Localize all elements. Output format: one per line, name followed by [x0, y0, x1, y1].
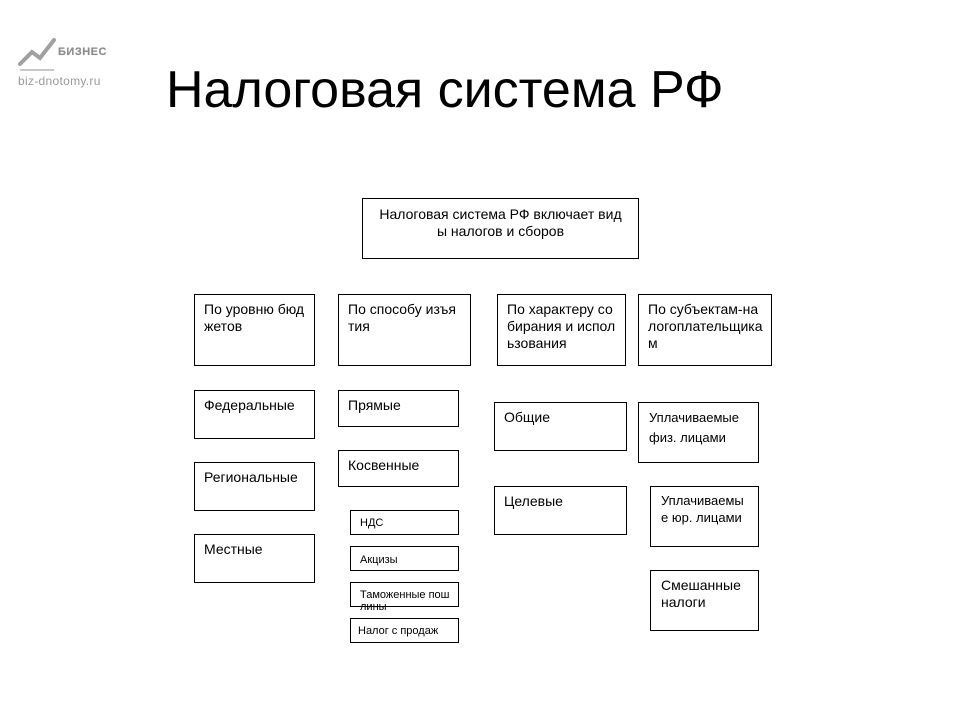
- subitem-excise: Акцизы: [350, 546, 459, 571]
- page-title: Налоговая система РФ: [166, 61, 724, 119]
- category-by-payer-subject: По субъектам-налогоплательщикам: [638, 294, 772, 366]
- category-by-budget-level: По уровню бюджетов: [194, 294, 315, 366]
- item-local: Местные: [194, 534, 315, 583]
- logo-url: biz-dnotomy.ru: [18, 74, 101, 88]
- item-direct: Прямые: [338, 390, 459, 427]
- subitem-customs-duties: Таможенные пошлины: [350, 582, 459, 607]
- category-by-nature-of-use: По характеру собирания и использования: [497, 294, 626, 366]
- category-by-withdrawal-method: По способу изъятия: [338, 294, 471, 366]
- item-paid-by-legal-entities: Уплачиваемые юр. лицами: [650, 486, 759, 547]
- subitem-vat: НДС: [350, 510, 459, 535]
- item-federal: Федеральные: [194, 390, 315, 439]
- item-mixed-taxes: Смешанные налоги: [650, 570, 759, 631]
- item-targeted: Целевые: [494, 486, 627, 535]
- root-box: Налоговая система РФ включает виды налогов и сборов: [362, 198, 639, 259]
- item-regional: Региональные: [194, 462, 315, 511]
- subitem-sales-tax: Налог с продаж: [350, 618, 459, 643]
- item-general: Общие: [494, 402, 627, 451]
- logo-text: БИЗНЕС: [58, 46, 107, 58]
- logo: [14, 34, 126, 94]
- item-paid-by-individuals: Уплачиваемые физ. лицами: [638, 402, 759, 463]
- item-indirect: Косвенные: [338, 450, 459, 487]
